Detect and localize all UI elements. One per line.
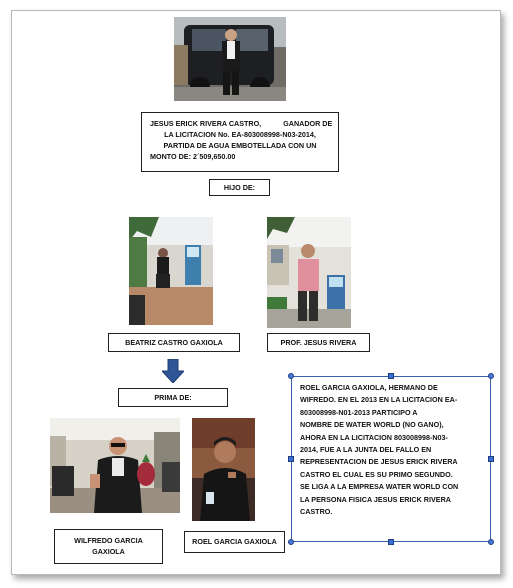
note-line: SE LIGA A LA EMPRESA WATER WORLD CON <box>300 482 459 492</box>
photo-winner <box>174 17 286 101</box>
wilfredo-label-line-1: WILFREDO GARCIA <box>74 536 143 545</box>
wilfredo-name-label <box>54 529 163 564</box>
resize-handle-bottom[interactable] <box>388 539 394 545</box>
father-name-label: PROF. JESUS RIVERA <box>267 333 370 352</box>
roel-name-label: ROEL GARCIA GAXIOLA <box>184 531 285 553</box>
winner-description-box <box>141 112 339 172</box>
note-line: ROEL GARCIA GAXIOLA, HERMANO DE <box>300 383 438 392</box>
resize-handle-left[interactable] <box>288 456 294 462</box>
document-page <box>11 10 501 575</box>
photo-mother <box>129 217 213 325</box>
cousin-of-label: PRIMA DE: <box>118 388 228 407</box>
photo-father <box>267 217 351 328</box>
resize-handle-top-left[interactable] <box>288 373 294 379</box>
down-arrow-icon <box>162 359 184 383</box>
note-line: CASTRO EL CUAL ES SU PRIMO SEGUNDO. <box>300 469 453 479</box>
note-line: WIFREDO. EN EL 2013 EN LA LICITACION EA- <box>300 395 458 405</box>
son-of-label: HIJO DE: <box>209 179 270 196</box>
winner-role: GANADOR DE <box>283 119 333 128</box>
note-line: CASTRO. <box>300 507 333 517</box>
photo-wilfredo <box>50 418 180 513</box>
note-text-box[interactable] <box>291 376 491 542</box>
winner-line-3: PARTIDA DE AGUA EMBOTELLADA CON UN <box>163 141 317 150</box>
winner-line-2: LA LICITACION No. EA-803008998-N03-2014, <box>164 130 316 139</box>
note-line: LA PERSONA FISICA JESUS ERICK RIVERA <box>300 494 451 504</box>
photo-roel <box>192 418 255 521</box>
winner-name: JESUS ERICK RIVERA CASTRO, <box>150 119 262 128</box>
note-line: 803008998-N01-2013 PARTICIPO A <box>300 407 418 417</box>
mother-name-label: BEATRIZ CASTRO GAXIOLA <box>108 333 240 352</box>
note-line: REPRESENTACION DE JESUS ERICK RIVERA <box>300 457 458 467</box>
resize-handle-bottom-left[interactable] <box>288 539 294 545</box>
note-line: AHORA EN LA LICITACION 803008998-N03- <box>300 432 448 442</box>
resize-handle-right[interactable] <box>488 456 494 462</box>
wilfredo-label-line-2: GAXIOLA <box>92 547 125 556</box>
winner-line-4: MONTO DE: 2´509,650.00 <box>150 152 236 161</box>
note-text <box>300 382 484 518</box>
resize-handle-top[interactable] <box>388 373 394 379</box>
note-line: 2014, FUE A LA JUNTA DEL FALLO EN <box>300 445 432 455</box>
resize-handle-bottom-right[interactable] <box>488 539 494 545</box>
resize-handle-top-right[interactable] <box>488 373 494 379</box>
note-line: NOMBRE DE WATER WORLD (NO GANO), <box>300 420 444 430</box>
